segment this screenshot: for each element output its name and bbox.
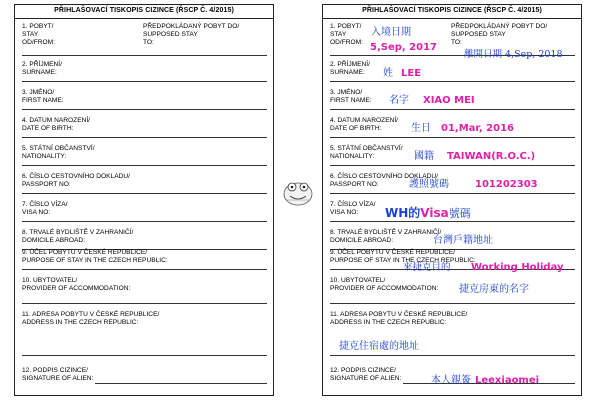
passport-label: 護照號碼 — [409, 179, 449, 190]
provider-annotation: 捷克房東的名字 — [459, 284, 529, 295]
field-purpose: 9. ÚČEL POBYTU V ČESKÉ REPUBLICE/ PURPOSE OF STAY IN THE CZECH REPUBLIC: — [15, 249, 273, 273]
field-stay: 1. POBYT/ STAY OD/FROM: PŘEDPOKLÁDANÝ POBYT DO/ SUPPOSED STAY TO: — [323, 23, 581, 57]
field-dob: 4. DATUM NAROZENÍ/ DATE OF BIRTH: — [15, 117, 273, 141]
address-annotation: 捷克住宿處的地址 — [339, 341, 419, 352]
filled-registration-form — [322, 4, 582, 396]
field-passport: 6. ČÍSLO CESTOVNÍHO DOKLADU/ PASSPORT NO: — [15, 173, 273, 197]
field-address: 11. ADRESA POBYTU V ČESKÉ REPUBLICE/ ADDRESS IN THE CZECH REPUBLIC: — [323, 311, 581, 359]
nationality-value: TAIWAN(R.O.C.) — [447, 151, 536, 162]
blank-registration-form — [14, 4, 274, 396]
field-purpose: 9. ÚČEL POBYTU V ČESKÉ REPUBLICE/ PURPOSE OF STAY IN THE CZECH REPUBLIC: — [323, 249, 581, 273]
field-firstname: 3. JMÉNO/ FIRST NAME: — [323, 89, 581, 113]
nationality-label: 國籍 — [414, 151, 434, 162]
leave-date-annotation: 離開日期 4,Sep, 2018 — [464, 49, 563, 60]
form-title: PŘIHLAŠOVACÍ TISKOPIS CIZINCE (ŘSCP Č. 4/2015) — [323, 5, 581, 19]
entry-date-label: 入境日期 — [371, 27, 411, 38]
signature-label: 本人親簽 — [431, 375, 471, 386]
field-passport: 6. ČÍSLO CESTOVNÍHO DOKLADU/ PASSPORT NO: — [323, 173, 581, 197]
field-signature: 12. PODPIS CIZINCE/ SIGNATURE OF ALIEN: — [323, 367, 581, 393]
field-nationality: 5. STÁTNÍ OBČANSTVÍ/ NATIONALITY: — [323, 145, 581, 169]
dob-value: 01,Mar, 2016 — [441, 123, 514, 134]
field-provider: 10. UBYTOVATEL/ PROVIDER OF ACCOMMODATION: — [15, 277, 273, 307]
field-surname: 2. PŘÍJMENÍ/ SURNAME: — [323, 61, 581, 85]
field-signature: 12. PODPIS CIZINCE/ SIGNATURE OF ALIEN: — [15, 367, 273, 393]
passport-value: 101202303 — [475, 179, 538, 190]
purpose-label: 來捷克目的 — [403, 262, 451, 273]
entry-date-value: 5,Sep, 2017 — [370, 42, 438, 53]
domicile-annotation: 台灣戶籍地址 — [433, 235, 493, 246]
field-visa: 7. ČÍSLO VÍZA/ VISA NO: — [15, 201, 273, 225]
form-title: PŘIHLAŠOVACÍ TISKOPIS CIZINCE (ŘSCP Č. 4/2015) — [15, 5, 273, 19]
field-firstname: 3. JMÉNO/ FIRST NAME: — [15, 89, 273, 113]
field-domicile: 8. TRVALÉ BYDLIŠTĚ V ZAHRANIČÍ/ DOMICILE ABROAD: — [323, 229, 581, 253]
purpose-value: Working Holiday — [471, 262, 564, 273]
field-address: 11. ADRESA POBYTU V ČESKÉ REPUBLICE/ ADDRESS IN THE CZECH REPUBLIC: — [15, 311, 273, 359]
visa-annotation: WH的Visa號碼 — [385, 206, 471, 220]
firstname-label: 名字 — [389, 95, 409, 106]
field-domicile: 8. TRVALÉ BYDLIŠTĚ V ZAHRANIČÍ/ DOMICILE ABROAD: — [15, 229, 273, 253]
field-surname: 2. PŘÍJMENÍ/ SURNAME: — [15, 61, 273, 85]
dob-label: 生日 — [411, 123, 431, 134]
surname-label: 姓 — [383, 68, 393, 79]
field-visa: 7. ČÍSLO VÍZA/ VISA NO: — [323, 201, 581, 225]
surname-value: LEE — [401, 68, 422, 79]
signature-value: Leexiaomei — [475, 375, 540, 386]
field-provider: 10. UBYTOVATEL/ PROVIDER OF ACCOMMODATION: — [323, 277, 581, 307]
field-stay: 1. POBYT/ STAY OD/FROM: PŘEDPOKLÁDANÝ POBYT DO/ SUPPOSED STAY TO: — [15, 23, 273, 57]
firstname-value: XIAO MEI — [423, 95, 475, 106]
field-nationality: 5. STÁTNÍ OBČANSTVÍ/ NATIONALITY: — [15, 145, 273, 169]
cartoon-logo-icon — [281, 178, 315, 208]
field-dob: 4. DATUM NAROZENÍ/ DATE OF BIRTH: — [323, 117, 581, 141]
